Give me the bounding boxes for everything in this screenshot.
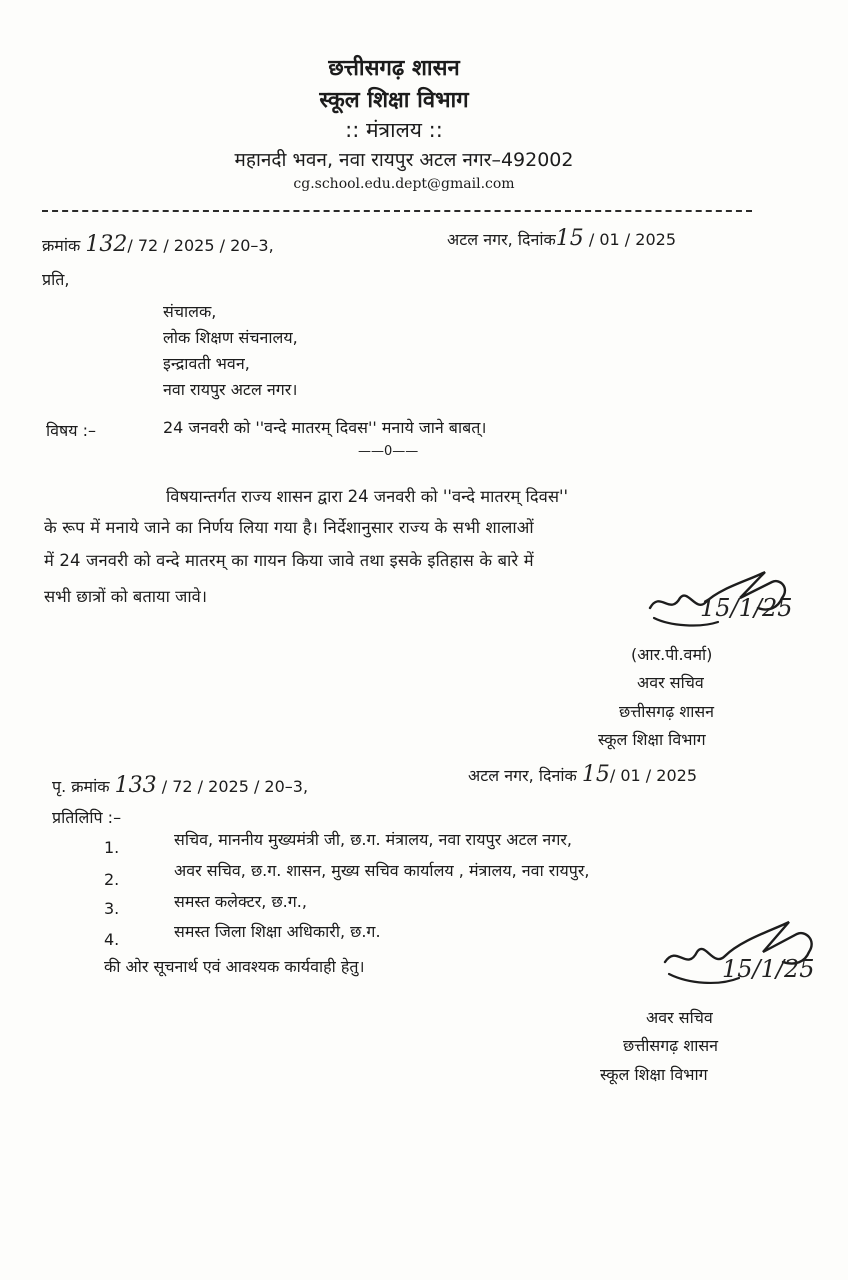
department-title: स्कूल शिक्षा विभाग [319,88,469,113]
place-date-line [447,226,676,251]
body-line-1: विषयान्तर्गत राज्य शासन द्वारा 24 जनवरी को ''वन्दे मातरम् दिवस'' [166,487,569,506]
reference-line [42,232,274,257]
copy-reference-line [52,773,308,798]
copy-closing: की ओर सूचनार्थ एवं आवश्यक कार्यवाही हेतु। [104,957,365,976]
signature-1-date: 15/1/25 [700,594,793,622]
copy-signatory-office-1: छत्तीसगढ़ शासन [623,1036,719,1055]
copy-item-3-number: 3. [104,899,120,918]
ministry-title: :: मंत्रालय :: [345,118,443,142]
copy-signatory-office-2: स्कूल शिक्षा विभाग [600,1065,708,1084]
copy-ref-rest: / 72 / 2025 / 20–3, [161,777,309,796]
date-rest: / 01 / 2025 [588,230,676,249]
copy-ref-prefix: पृ. क्रमांक [52,777,110,796]
addressee-line-4: नवा रायपुर अटल नगर। [163,380,298,399]
date-handwritten: 15 [555,226,584,251]
copy-date-rest: / 01 / 2025 [609,766,697,785]
subject-label: विषय :– [46,421,97,440]
header-divider [42,210,752,212]
place-date-prefix: अटल नगर, दिनांक [447,230,556,249]
copy-item-1-number: 1. [104,838,120,857]
signatory-office-1: छत्तीसगढ़ शासन [619,702,715,721]
subject-text: 24 जनवरी को ''वन्दे मातरम् दिवस'' मनाये जाने बाबत्। [163,418,487,437]
ref-prefix: क्रमांक [42,236,81,255]
signature-2-date: 15/1/25 [722,955,815,983]
subject-divider: ——0—— [358,444,419,459]
addressee-line-3: इन्द्रावती भवन, [163,354,250,373]
body-line-4: सभी छात्रों को बताया जावे। [44,587,208,606]
ref-handwritten-number: 132 [85,232,128,257]
copy-item-3-text: समस्त कलेक्टर, छ.ग., [174,892,307,911]
copy-place-date-prefix: अटल नगर, दिनांक [468,766,577,785]
body-line-2: के रूप में मनाये जाने का निर्णय लिया गया है। निर्देशानुसार राज्य के सभी शालाओं [44,518,534,537]
copy-item-1-text: सचिव, माननीय मुख्यमंत्री जी, छ.ग. मंत्रालय, नवा रायपुर अटल नगर, [174,830,572,849]
addressee-line-1: संचालक, [163,302,217,321]
body-line-3: में 24 जनवरी को वन्दे मातरम् का गायन किया जावे तथा इसके इतिहास के बारे में [44,551,534,570]
copy-item-4-text: समस्त जिला शिक्षा अधिकारी, छ.ग. [174,922,381,941]
copy-place-date-line [468,762,697,787]
copy-signatory-designation: अवर सचिव [646,1008,713,1027]
copy-item-4-number: 4. [104,930,120,949]
addressee-line-2: लोक शिक्षण संचनालय, [163,328,298,347]
email: cg.school.edu.dept@gmail.com [293,176,515,192]
ref-rest: / 72 / 2025 / 20–3, [127,236,274,255]
signatory-designation: अवर सचिव [637,673,704,692]
govt-title: छत्तीसगढ़ शासन [328,56,460,81]
copy-item-2-text: अवर सचिव, छ.ग. शासन, मुख्य सचिव कार्यालय , मंत्रालय, नवा रायपुर, [174,861,590,880]
copy-date-handwritten: 15 [581,762,610,787]
copy-label: प्रतिलिपि :– [52,808,122,827]
signatory-name: (आर.पी.वर्मा) [631,645,713,664]
copy-ref-handwritten-number: 133 [114,773,157,798]
address: महानदी भवन, नवा रायपुर अटल नगर–492002 [234,149,574,171]
copy-item-2-number: 2. [104,870,120,889]
to-label: प्रति, [42,270,70,289]
signatory-office-2: स्कूल शिक्षा विभाग [598,730,706,749]
